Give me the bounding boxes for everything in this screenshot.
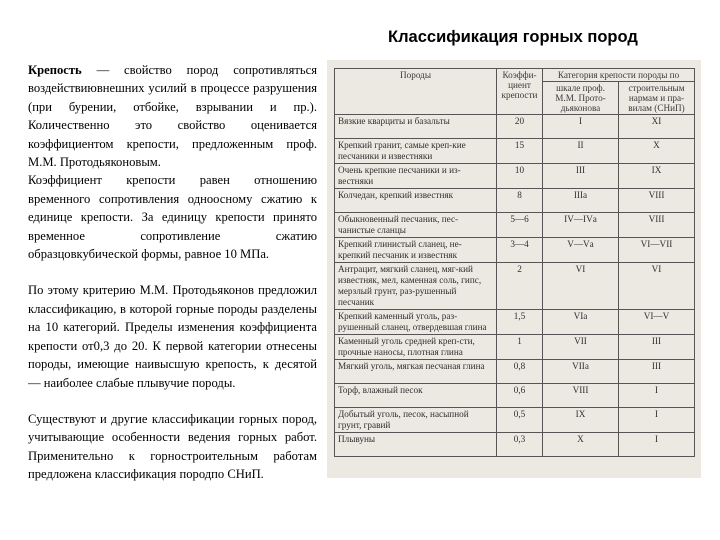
rock-name-cell: Антрацит, мягкий сланец, мяг-кий известняк, мел, каменная соль, гипс, мерзлый грунт, раз-рушенный песчаник <box>335 263 497 310</box>
table-row <box>335 189 695 213</box>
rock-name-cell: Колчедан, крепкий известняк <box>335 189 497 213</box>
snip-category-cell: X <box>619 139 695 164</box>
scale-category-cell: VIIа <box>543 360 619 384</box>
snip-category-cell: I <box>619 384 695 408</box>
table-row <box>335 115 695 139</box>
table-row <box>335 384 695 408</box>
strength-definition: — свойство пород сопротивляться воздействиювнешних усилий в процессе разрушения (при бурении, отбойке, взрывании и пр.). Количественно это свойство оценивается коэффициентом крепости, предложенным проф. М.М. Протодьяконовым. <box>28 63 317 170</box>
coefficient-cell: 0,6 <box>497 384 543 408</box>
scale-category-cell: IIIа <box>543 189 619 213</box>
snip-category-cell: III <box>619 335 695 360</box>
rock-name-cell: Вязкие кварциты и базальты <box>335 115 497 139</box>
header-category: Категория крепости породы по <box>543 69 695 82</box>
paragraph-criterion: По этому критерию М.М. Протодьяконов предложил классификацию, в которой горные породы разделены на 10 категорий. Пределы изменения коэффициента крепости от0,3 до 20. К первой категории отнесены породы, имеющие наивысшую крепость, к десятой — наиболее слабые плывучие породы. <box>28 283 317 390</box>
rock-name-cell: Мягкий уголь, мягкая песчаная глина <box>335 360 497 384</box>
snip-category-cell: VIII <box>619 213 695 238</box>
rock-name-cell: Каменный уголь средней креп-сти, прочные наносы, плотная глина <box>335 335 497 360</box>
paragraph-strength <box>28 61 317 171</box>
coefficient-cell: 5—6 <box>497 213 543 238</box>
scale-category-cell: X <box>543 433 619 457</box>
body-text <box>28 61 317 484</box>
rock-name-cell: Очень крепкие песчаники и из-вестняки <box>335 164 497 189</box>
table-row <box>335 360 695 384</box>
table-row <box>335 238 695 263</box>
snip-category-cell: VI <box>619 263 695 310</box>
coefficient-cell: 2 <box>497 263 543 310</box>
term-strength: Крепость <box>28 63 82 77</box>
table-row <box>335 335 695 360</box>
paragraph-other-classifications: Существуют и другие классификации горных пород, учитывающие особенности ведения горных работ. Применительно к горностроительным работам предложена классификация породпо СНиП. <box>28 411 317 482</box>
snip-category-cell: I <box>619 433 695 457</box>
header-scale: шкале проф. М.М. Прото-дьяконова <box>543 82 619 115</box>
coefficient-cell: 1,5 <box>497 310 543 335</box>
header-coefficient: Коэффи-циент крепости <box>497 69 543 115</box>
scale-category-cell: VIII <box>543 384 619 408</box>
scale-category-cell: IX <box>543 408 619 433</box>
scale-category-cell: VII <box>543 335 619 360</box>
rock-name-cell: Обыкновенный песчаник, пес-чанистые сланцы <box>335 213 497 238</box>
scale-category-cell: VIа <box>543 310 619 335</box>
coefficient-cell: 0,8 <box>497 360 543 384</box>
classification-table <box>334 68 695 457</box>
rock-name-cell: Торф, влажный песок <box>335 384 497 408</box>
rock-name-cell: Крепкий глинистый сланец, не-крепкий песчаник и известняк <box>335 238 497 263</box>
scale-category-cell: IV—IVа <box>543 213 619 238</box>
scale-category-cell: II <box>543 139 619 164</box>
snip-category-cell: VI—V <box>619 310 695 335</box>
coefficient-cell: 8 <box>497 189 543 213</box>
coefficient-cell: 1 <box>497 335 543 360</box>
snip-category-cell: I <box>619 408 695 433</box>
snip-category-cell: XI <box>619 115 695 139</box>
classification-table-image <box>327 60 701 478</box>
table-row <box>335 433 695 457</box>
table-row <box>335 310 695 335</box>
table-row <box>335 213 695 238</box>
coefficient-cell: 15 <box>497 139 543 164</box>
table-row <box>335 408 695 433</box>
snip-category-cell: VIII <box>619 189 695 213</box>
coefficient-cell: 0,5 <box>497 408 543 433</box>
coefficient-cell: 0,3 <box>497 433 543 457</box>
coefficient-cell: 20 <box>497 115 543 139</box>
coefficient-cell: 10 <box>497 164 543 189</box>
coefficient-cell: 3—4 <box>497 238 543 263</box>
rock-name-cell: Крепкий гранит, самые креп-кие песчаники и известняки <box>335 139 497 164</box>
slide-title: Классификация горных пород <box>388 28 638 46</box>
snip-category-cell: III <box>619 360 695 384</box>
snip-category-cell: VI—VII <box>619 238 695 263</box>
scale-category-cell: III <box>543 164 619 189</box>
header-rocks: Породы <box>335 69 497 115</box>
snip-category-cell: IX <box>619 164 695 189</box>
paragraph-coefficient: Коэффициент крепости равен отношению временного сопротивления одноосному сжатию к единице крепости. За единицу крепости принято временное сопротивление сжатию образцовкубической формы, равное 10 МПа. <box>28 173 317 262</box>
table-row <box>335 139 695 164</box>
table-row <box>335 164 695 189</box>
rock-name-cell: Плывуны <box>335 433 497 457</box>
rock-name-cell: Добытый уголь, песок, насыпной грунт, гравий <box>335 408 497 433</box>
rock-name-cell: Крепкий каменный уголь, раз-рушенный сланец, отвердевшая глина <box>335 310 497 335</box>
header-norms: строительным нармам и пра-вилам (СНиП) <box>619 82 695 115</box>
scale-category-cell: VI <box>543 263 619 310</box>
table-row <box>335 263 695 310</box>
scale-category-cell: V—Vа <box>543 238 619 263</box>
scale-category-cell: I <box>543 115 619 139</box>
